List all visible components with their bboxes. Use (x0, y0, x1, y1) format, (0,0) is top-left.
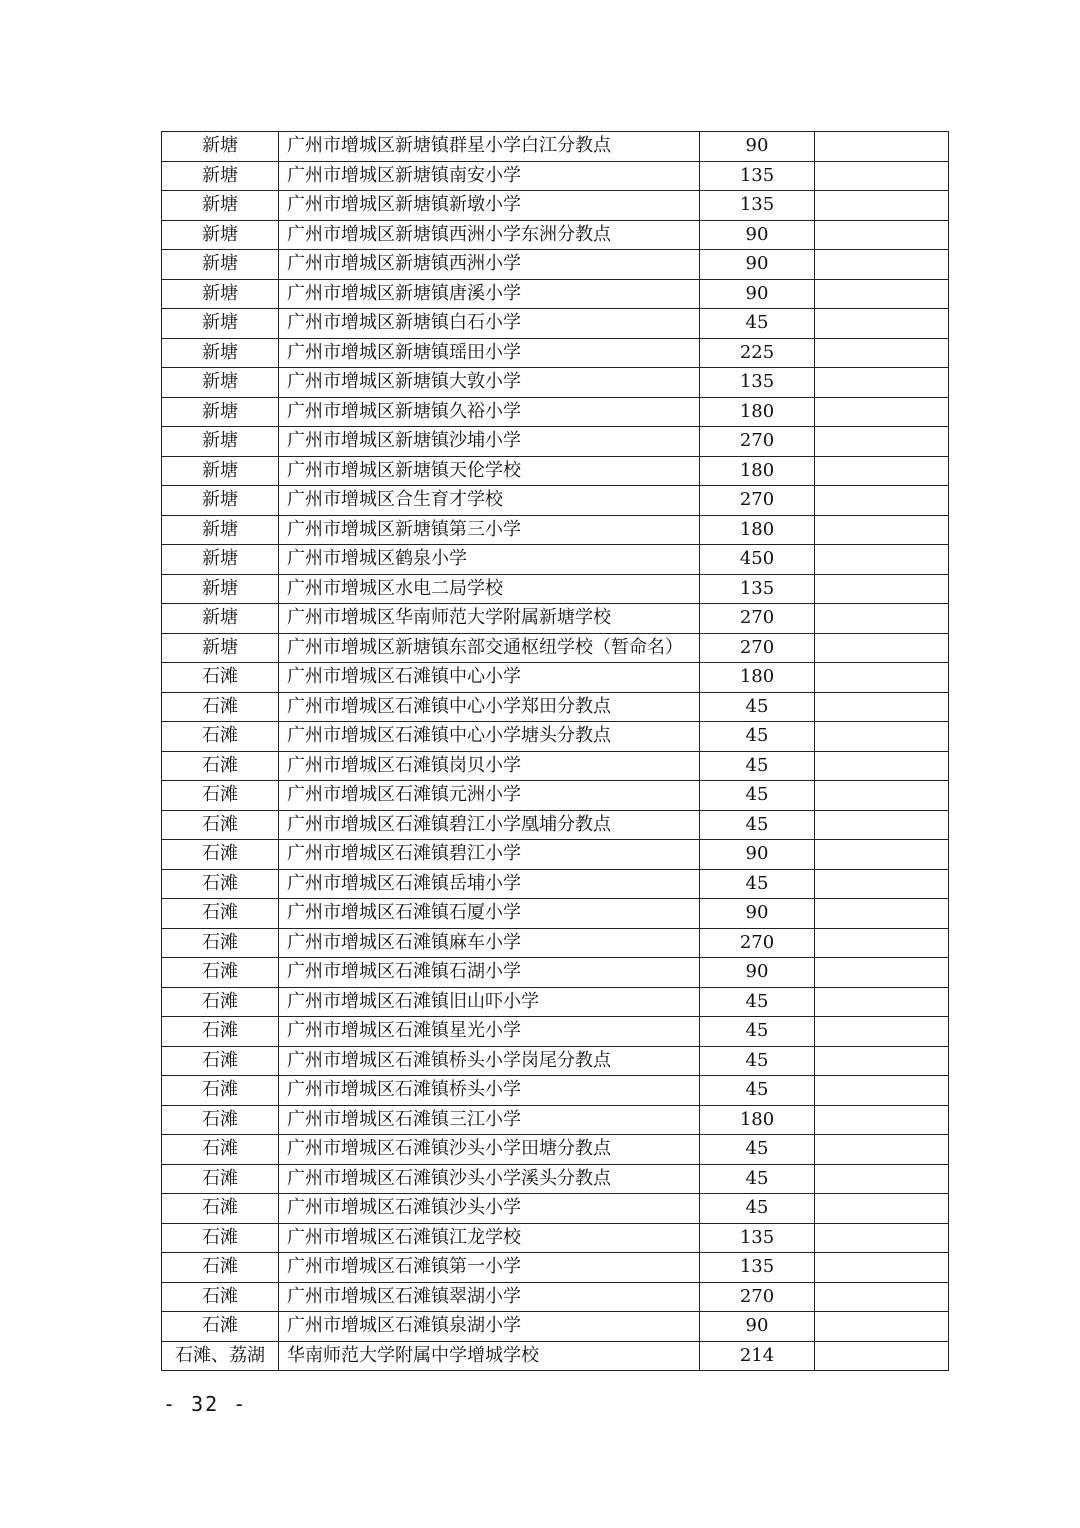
town-cell: 石滩 (162, 692, 279, 722)
table-row (162, 1312, 949, 1342)
table-row (162, 456, 949, 486)
enrollment-count-cell: 45 (700, 781, 815, 811)
note-cell (815, 633, 949, 663)
note-cell (815, 191, 949, 221)
school-name-cell: 广州市增城区新塘镇沙埔小学 (279, 427, 700, 457)
town-cell: 新塘 (162, 515, 279, 545)
school-name-cell: 广州市增城区石滩镇中心小学郑田分教点 (279, 692, 700, 722)
enrollment-count-cell: 45 (700, 1135, 815, 1165)
note-cell (815, 1076, 949, 1106)
table-row (162, 1194, 949, 1224)
enrollment-count-cell: 45 (700, 751, 815, 781)
school-name-cell: 广州市增城区华南师范大学附属新塘学校 (279, 604, 700, 634)
note-cell (815, 781, 949, 811)
town-cell: 新塘 (162, 132, 279, 162)
note-cell (815, 161, 949, 191)
school-name-cell: 广州市增城区石滩镇元洲小学 (279, 781, 700, 811)
table-row (162, 840, 949, 870)
note-cell (815, 1017, 949, 1047)
table-row (162, 1341, 949, 1371)
table-row (162, 899, 949, 929)
town-cell: 新塘 (162, 279, 279, 309)
enrollment-count-cell: 45 (700, 869, 815, 899)
school-name-cell: 广州市增城区石滩镇泉湖小学 (279, 1312, 700, 1342)
town-cell: 石滩 (162, 810, 279, 840)
table-row (162, 958, 949, 988)
school-name-cell: 广州市增城区石滩镇第一小学 (279, 1253, 700, 1283)
table-row (162, 545, 949, 575)
note-cell (815, 250, 949, 280)
town-cell: 新塘 (162, 250, 279, 280)
note-cell (815, 574, 949, 604)
school-name-cell: 广州市增城区石滩镇桥头小学岗尾分教点 (279, 1046, 700, 1076)
enrollment-count-cell: 450 (700, 545, 815, 575)
town-cell: 石滩 (162, 987, 279, 1017)
town-cell: 石滩、荔湖 (162, 1341, 279, 1371)
table-row (162, 633, 949, 663)
table-row (162, 309, 949, 339)
note-cell (815, 987, 949, 1017)
town-cell: 新塘 (162, 486, 279, 516)
town-cell: 新塘 (162, 338, 279, 368)
note-cell (815, 1253, 949, 1283)
school-name-cell: 广州市增城区新塘镇新墩小学 (279, 191, 700, 221)
note-cell (815, 1105, 949, 1135)
note-cell (815, 368, 949, 398)
enrollment-count-cell: 45 (700, 1046, 815, 1076)
enrollment-count-cell: 90 (700, 958, 815, 988)
enrollment-count-cell: 135 (700, 1253, 815, 1283)
enrollment-count-cell: 45 (700, 1164, 815, 1194)
school-name-cell: 广州市增城区合生育才学校 (279, 486, 700, 516)
table-row (162, 781, 949, 811)
enrollment-count-cell: 90 (700, 279, 815, 309)
enrollment-count-cell: 225 (700, 338, 815, 368)
table-row (162, 928, 949, 958)
school-name-cell: 广州市增城区新塘镇东部交通枢纽学校（暂命名） (279, 633, 700, 663)
enrollment-count-cell: 90 (700, 840, 815, 870)
town-cell: 石滩 (162, 1223, 279, 1253)
enrollment-count-cell: 135 (700, 1223, 815, 1253)
school-table-body (162, 132, 949, 1371)
enrollment-count-cell: 45 (700, 1194, 815, 1224)
town-cell: 石滩 (162, 1135, 279, 1165)
school-name-cell: 广州市增城区水电二局学校 (279, 574, 700, 604)
school-name-cell: 广州市增城区新塘镇群星小学白江分教点 (279, 132, 700, 162)
town-cell: 石滩 (162, 751, 279, 781)
note-cell (815, 928, 949, 958)
school-name-cell: 广州市增城区石滩镇岳埔小学 (279, 869, 700, 899)
town-cell: 石滩 (162, 1076, 279, 1106)
enrollment-count-cell: 180 (700, 515, 815, 545)
school-name-cell: 广州市增城区石滩镇三江小学 (279, 1105, 700, 1135)
table-row (162, 132, 949, 162)
note-cell (815, 545, 949, 575)
note-cell (815, 1046, 949, 1076)
enrollment-count-cell: 180 (700, 663, 815, 693)
table-row (162, 1017, 949, 1047)
table-row (162, 220, 949, 250)
table-row (162, 1253, 949, 1283)
note-cell (815, 132, 949, 162)
school-name-cell: 广州市增城区新塘镇第三小学 (279, 515, 700, 545)
enrollment-count-cell: 180 (700, 456, 815, 486)
enrollment-count-cell: 270 (700, 1282, 815, 1312)
town-cell: 新塘 (162, 368, 279, 398)
town-cell: 石滩 (162, 1017, 279, 1047)
table-row (162, 427, 949, 457)
school-name-cell: 广州市增城区石滩镇石湖小学 (279, 958, 700, 988)
town-cell: 石滩 (162, 840, 279, 870)
school-name-cell: 广州市增城区新塘镇天伦学校 (279, 456, 700, 486)
enrollment-count-cell: 135 (700, 161, 815, 191)
enrollment-count-cell: 90 (700, 250, 815, 280)
enrollment-count-cell: 270 (700, 633, 815, 663)
enrollment-count-cell: 45 (700, 692, 815, 722)
note-cell (815, 1312, 949, 1342)
note-cell (815, 899, 949, 929)
school-name-cell: 广州市增城区新塘镇久裕小学 (279, 397, 700, 427)
enrollment-count-cell: 214 (700, 1341, 815, 1371)
enrollment-count-cell: 135 (700, 574, 815, 604)
town-cell: 新塘 (162, 161, 279, 191)
note-cell (815, 604, 949, 634)
town-cell: 石滩 (162, 722, 279, 752)
town-cell: 新塘 (162, 309, 279, 339)
note-cell (815, 456, 949, 486)
town-cell: 石滩 (162, 869, 279, 899)
school-name-cell: 广州市增城区石滩镇中心小学 (279, 663, 700, 693)
table-row (162, 1164, 949, 1194)
note-cell (815, 397, 949, 427)
school-table (161, 131, 949, 1371)
table-row (162, 869, 949, 899)
enrollment-count-cell: 270 (700, 427, 815, 457)
table-row (162, 368, 949, 398)
note-cell (815, 427, 949, 457)
school-name-cell: 广州市增城区新塘镇西洲小学东洲分教点 (279, 220, 700, 250)
note-cell (815, 486, 949, 516)
table-row (162, 1135, 949, 1165)
table-row (162, 397, 949, 427)
school-name-cell: 广州市增城区石滩镇江龙学校 (279, 1223, 700, 1253)
table-row (162, 574, 949, 604)
table-row (162, 1223, 949, 1253)
town-cell: 新塘 (162, 604, 279, 634)
enrollment-count-cell: 45 (700, 722, 815, 752)
enrollment-count-cell: 180 (700, 1105, 815, 1135)
enrollment-count-cell: 135 (700, 368, 815, 398)
school-name-cell: 广州市增城区新塘镇西洲小学 (279, 250, 700, 280)
school-name-cell: 广州市增城区石滩镇碧江小学 (279, 840, 700, 870)
school-name-cell: 广州市增城区新塘镇唐溪小学 (279, 279, 700, 309)
school-name-cell: 广州市增城区石滩镇中心小学塘头分教点 (279, 722, 700, 752)
note-cell (815, 1135, 949, 1165)
note-cell (815, 1223, 949, 1253)
enrollment-count-cell: 45 (700, 810, 815, 840)
school-name-cell: 广州市增城区新塘镇白石小学 (279, 309, 700, 339)
table-row (162, 1105, 949, 1135)
town-cell: 新塘 (162, 456, 279, 486)
note-cell (815, 515, 949, 545)
table-row (162, 751, 949, 781)
table-row (162, 810, 949, 840)
enrollment-count-cell: 270 (700, 604, 815, 634)
school-name-cell: 广州市增城区新塘镇瑶田小学 (279, 338, 700, 368)
page-number: - 32 - (163, 1392, 248, 1416)
enrollment-count-cell: 90 (700, 1312, 815, 1342)
school-table-container (161, 131, 949, 1371)
note-cell (815, 279, 949, 309)
enrollment-count-cell: 90 (700, 899, 815, 929)
town-cell: 新塘 (162, 574, 279, 604)
table-row (162, 161, 949, 191)
enrollment-count-cell: 45 (700, 987, 815, 1017)
table-row (162, 1046, 949, 1076)
table-row (162, 692, 949, 722)
school-name-cell: 广州市增城区石滩镇沙头小学溪头分教点 (279, 1164, 700, 1194)
note-cell (815, 869, 949, 899)
school-name-cell: 广州市增城区新塘镇南安小学 (279, 161, 700, 191)
school-name-cell: 广州市增城区石滩镇麻车小学 (279, 928, 700, 958)
town-cell: 石滩 (162, 1046, 279, 1076)
town-cell: 石滩 (162, 1253, 279, 1283)
enrollment-count-cell: 90 (700, 220, 815, 250)
school-name-cell: 广州市增城区石滩镇碧江小学凰埔分教点 (279, 810, 700, 840)
table-row (162, 338, 949, 368)
school-name-cell: 广州市增城区石滩镇沙头小学田塘分教点 (279, 1135, 700, 1165)
note-cell (815, 958, 949, 988)
note-cell (815, 1194, 949, 1224)
table-row (162, 279, 949, 309)
town-cell: 新塘 (162, 397, 279, 427)
enrollment-count-cell: 135 (700, 191, 815, 221)
note-cell (815, 1341, 949, 1371)
enrollment-count-cell: 45 (700, 309, 815, 339)
note-cell (815, 1164, 949, 1194)
enrollment-count-cell: 180 (700, 397, 815, 427)
school-name-cell: 广州市增城区石滩镇翠湖小学 (279, 1282, 700, 1312)
note-cell (815, 220, 949, 250)
note-cell (815, 1282, 949, 1312)
town-cell: 新塘 (162, 220, 279, 250)
note-cell (815, 840, 949, 870)
note-cell (815, 810, 949, 840)
school-name-cell: 广州市增城区鹤泉小学 (279, 545, 700, 575)
enrollment-count-cell: 90 (700, 132, 815, 162)
table-row (162, 987, 949, 1017)
table-row (162, 604, 949, 634)
table-row (162, 486, 949, 516)
enrollment-count-cell: 45 (700, 1017, 815, 1047)
table-row (162, 663, 949, 693)
town-cell: 石滩 (162, 1312, 279, 1342)
town-cell: 石滩 (162, 1164, 279, 1194)
table-row (162, 722, 949, 752)
school-name-cell: 广州市增城区石滩镇星光小学 (279, 1017, 700, 1047)
note-cell (815, 309, 949, 339)
town-cell: 石滩 (162, 781, 279, 811)
table-row (162, 1282, 949, 1312)
school-name-cell: 广州市增城区石滩镇岗贝小学 (279, 751, 700, 781)
note-cell (815, 751, 949, 781)
school-name-cell: 广州市增城区石滩镇石厦小学 (279, 899, 700, 929)
school-name-cell: 广州市增城区石滩镇桥头小学 (279, 1076, 700, 1106)
town-cell: 石滩 (162, 958, 279, 988)
town-cell: 新塘 (162, 191, 279, 221)
town-cell: 石滩 (162, 1282, 279, 1312)
town-cell: 石滩 (162, 1194, 279, 1224)
note-cell (815, 338, 949, 368)
school-name-cell: 华南师范大学附属中学增城学校 (279, 1341, 700, 1371)
town-cell: 石滩 (162, 663, 279, 693)
town-cell: 石滩 (162, 928, 279, 958)
enrollment-count-cell: 45 (700, 1076, 815, 1106)
table-row (162, 250, 949, 280)
note-cell (815, 663, 949, 693)
table-row (162, 191, 949, 221)
school-name-cell: 广州市增城区石滩镇旧山吓小学 (279, 987, 700, 1017)
town-cell: 石滩 (162, 1105, 279, 1135)
note-cell (815, 692, 949, 722)
town-cell: 新塘 (162, 427, 279, 457)
town-cell: 新塘 (162, 545, 279, 575)
table-row (162, 1076, 949, 1106)
enrollment-count-cell: 270 (700, 928, 815, 958)
enrollment-count-cell: 270 (700, 486, 815, 516)
school-name-cell: 广州市增城区新塘镇大敦小学 (279, 368, 700, 398)
town-cell: 新塘 (162, 633, 279, 663)
note-cell (815, 722, 949, 752)
school-name-cell: 广州市增城区石滩镇沙头小学 (279, 1194, 700, 1224)
town-cell: 石滩 (162, 899, 279, 929)
table-row (162, 515, 949, 545)
